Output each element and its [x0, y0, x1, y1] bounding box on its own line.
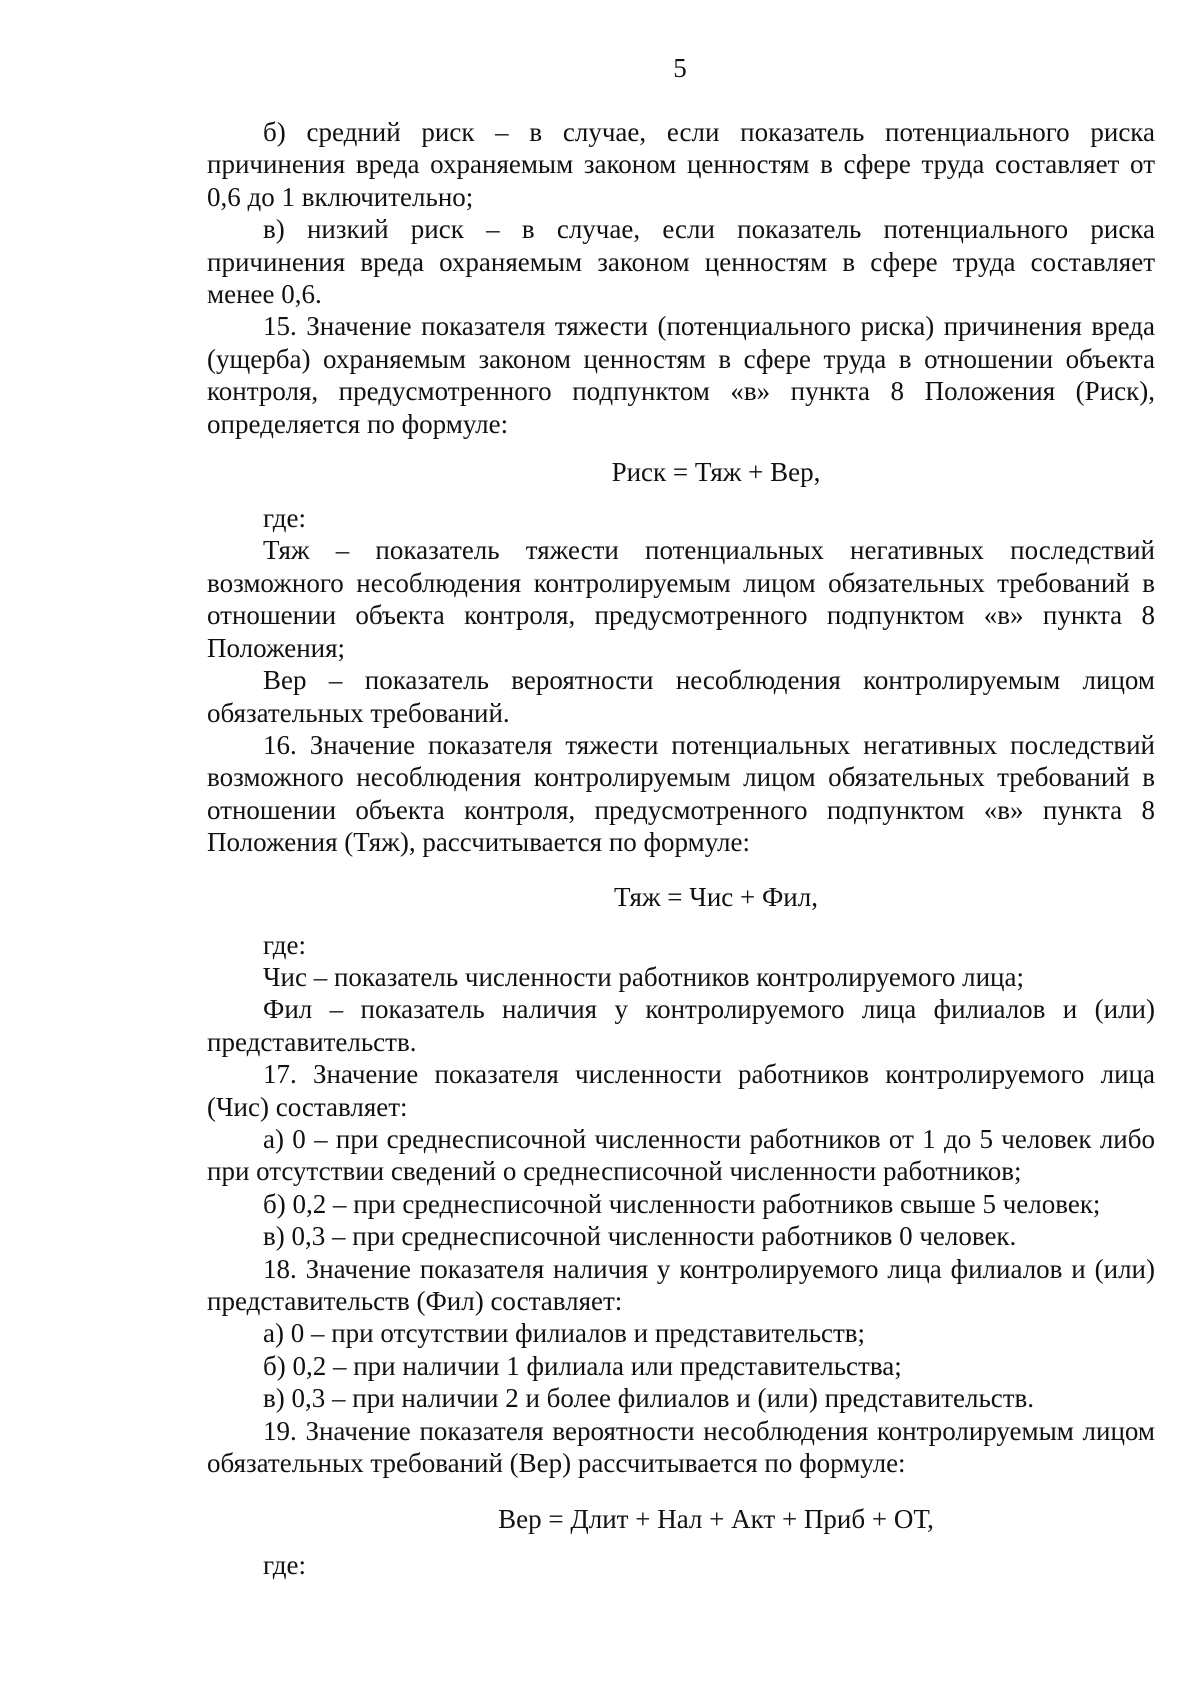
paragraph-item-16: 16. Значение показателя тяжести потенциальных негативных последствий возможного несоблюдения контролируемым лицом обязательных требований в отношении объекта контроля, предусмотренного подпунктом «в» пункта 8 Положения (Тяж), рассчитывается по формуле: — [207, 729, 1155, 858]
definition-tyazh: Тяж – показатель тяжести потенциальных негативных последствий возможного несоблюдения контролируемым лицом обязательных требований в отношении объекта контроля, предусмотренного подпунктом «в» пункта 8 Положения; — [207, 535, 1155, 663]
list-item-18b: б) 0,2 – при наличии 1 филиала или представительства; — [263, 1350, 902, 1381]
list-item-17b: б) 0,2 – при среднесписочной численности работников свыше 5 человек; — [263, 1188, 1101, 1219]
paragraph-medium-risk: б) средний риск – в случае, если показатель потенциального риска причинения вреда охраняемым законом ценностям в сфере труда составляет от 0,6 до 1 включительно; — [207, 117, 1155, 212]
definition-chis: Чис – показатель численности работников контролируемого лица; — [263, 961, 1024, 992]
definition-fil: Фил – показатель наличия у контролируемого лица филиалов и (или) представительств. — [207, 994, 1155, 1057]
where-label: где: — [263, 929, 306, 960]
where-label: где: — [263, 1550, 306, 1581]
page-number: 5 — [673, 53, 687, 83]
list-item-17c: в) 0,3 – при среднесписочной численности работников 0 человек. — [263, 1221, 1017, 1252]
formula-risk: Риск = Тяж + Вер, — [611, 457, 821, 488]
document-body — [207, 116, 1155, 1582]
list-item-18a: а) 0 – при отсутствии филиалов и представительств; — [263, 1318, 866, 1349]
definition-ver: Вер – показатель вероятности несоблюдения контролируемым лицом обязательных требований. — [207, 665, 1155, 728]
formula-tyazh: Тяж = Чис + Фил, — [614, 881, 818, 912]
paragraph-item-18: 18. Значение показателя наличия у контролируемого лица филиалов и (или) представительств (Фил) составляет: — [207, 1253, 1155, 1316]
paragraph-item-15: 15. Значение показателя тяжести (потенциального риска) причинения вреда (ущерба) охраняемым законом ценностям в сфере труда в отношении объекта контроля, предусмотренного подпунктом «в» пункта 8 Положения (Риск), определяется по формуле: — [207, 311, 1155, 439]
list-item-18c: в) 0,3 – при наличии 2 и более филиалов и (или) представительств. — [263, 1383, 1035, 1414]
paragraph-item-17: 17. Значение показателя численности работников контролируемого лица (Чис) составляет: — [207, 1059, 1155, 1122]
where-label: где: — [263, 503, 306, 534]
paragraph-item-19: 19. Значение показателя вероятности несоблюдения контролируемым лицом обязательных требований (Вер) рассчитывается по формуле: — [207, 1415, 1155, 1479]
list-item-17a: а) 0 – при среднесписочной численности работников от 1 до 5 человек либо при отсутствии сведений о среднесписочной численности работников; — [207, 1123, 1155, 1187]
paragraph-low-risk: в) низкий риск – в случае, если показатель потенциального риска причинения вреда охраняемым законом ценностям в сфере труда составляет менее 0,6. — [207, 214, 1155, 310]
formula-ver: Вер = Длит + Нал + Акт + Приб + ОТ, — [498, 1504, 934, 1535]
